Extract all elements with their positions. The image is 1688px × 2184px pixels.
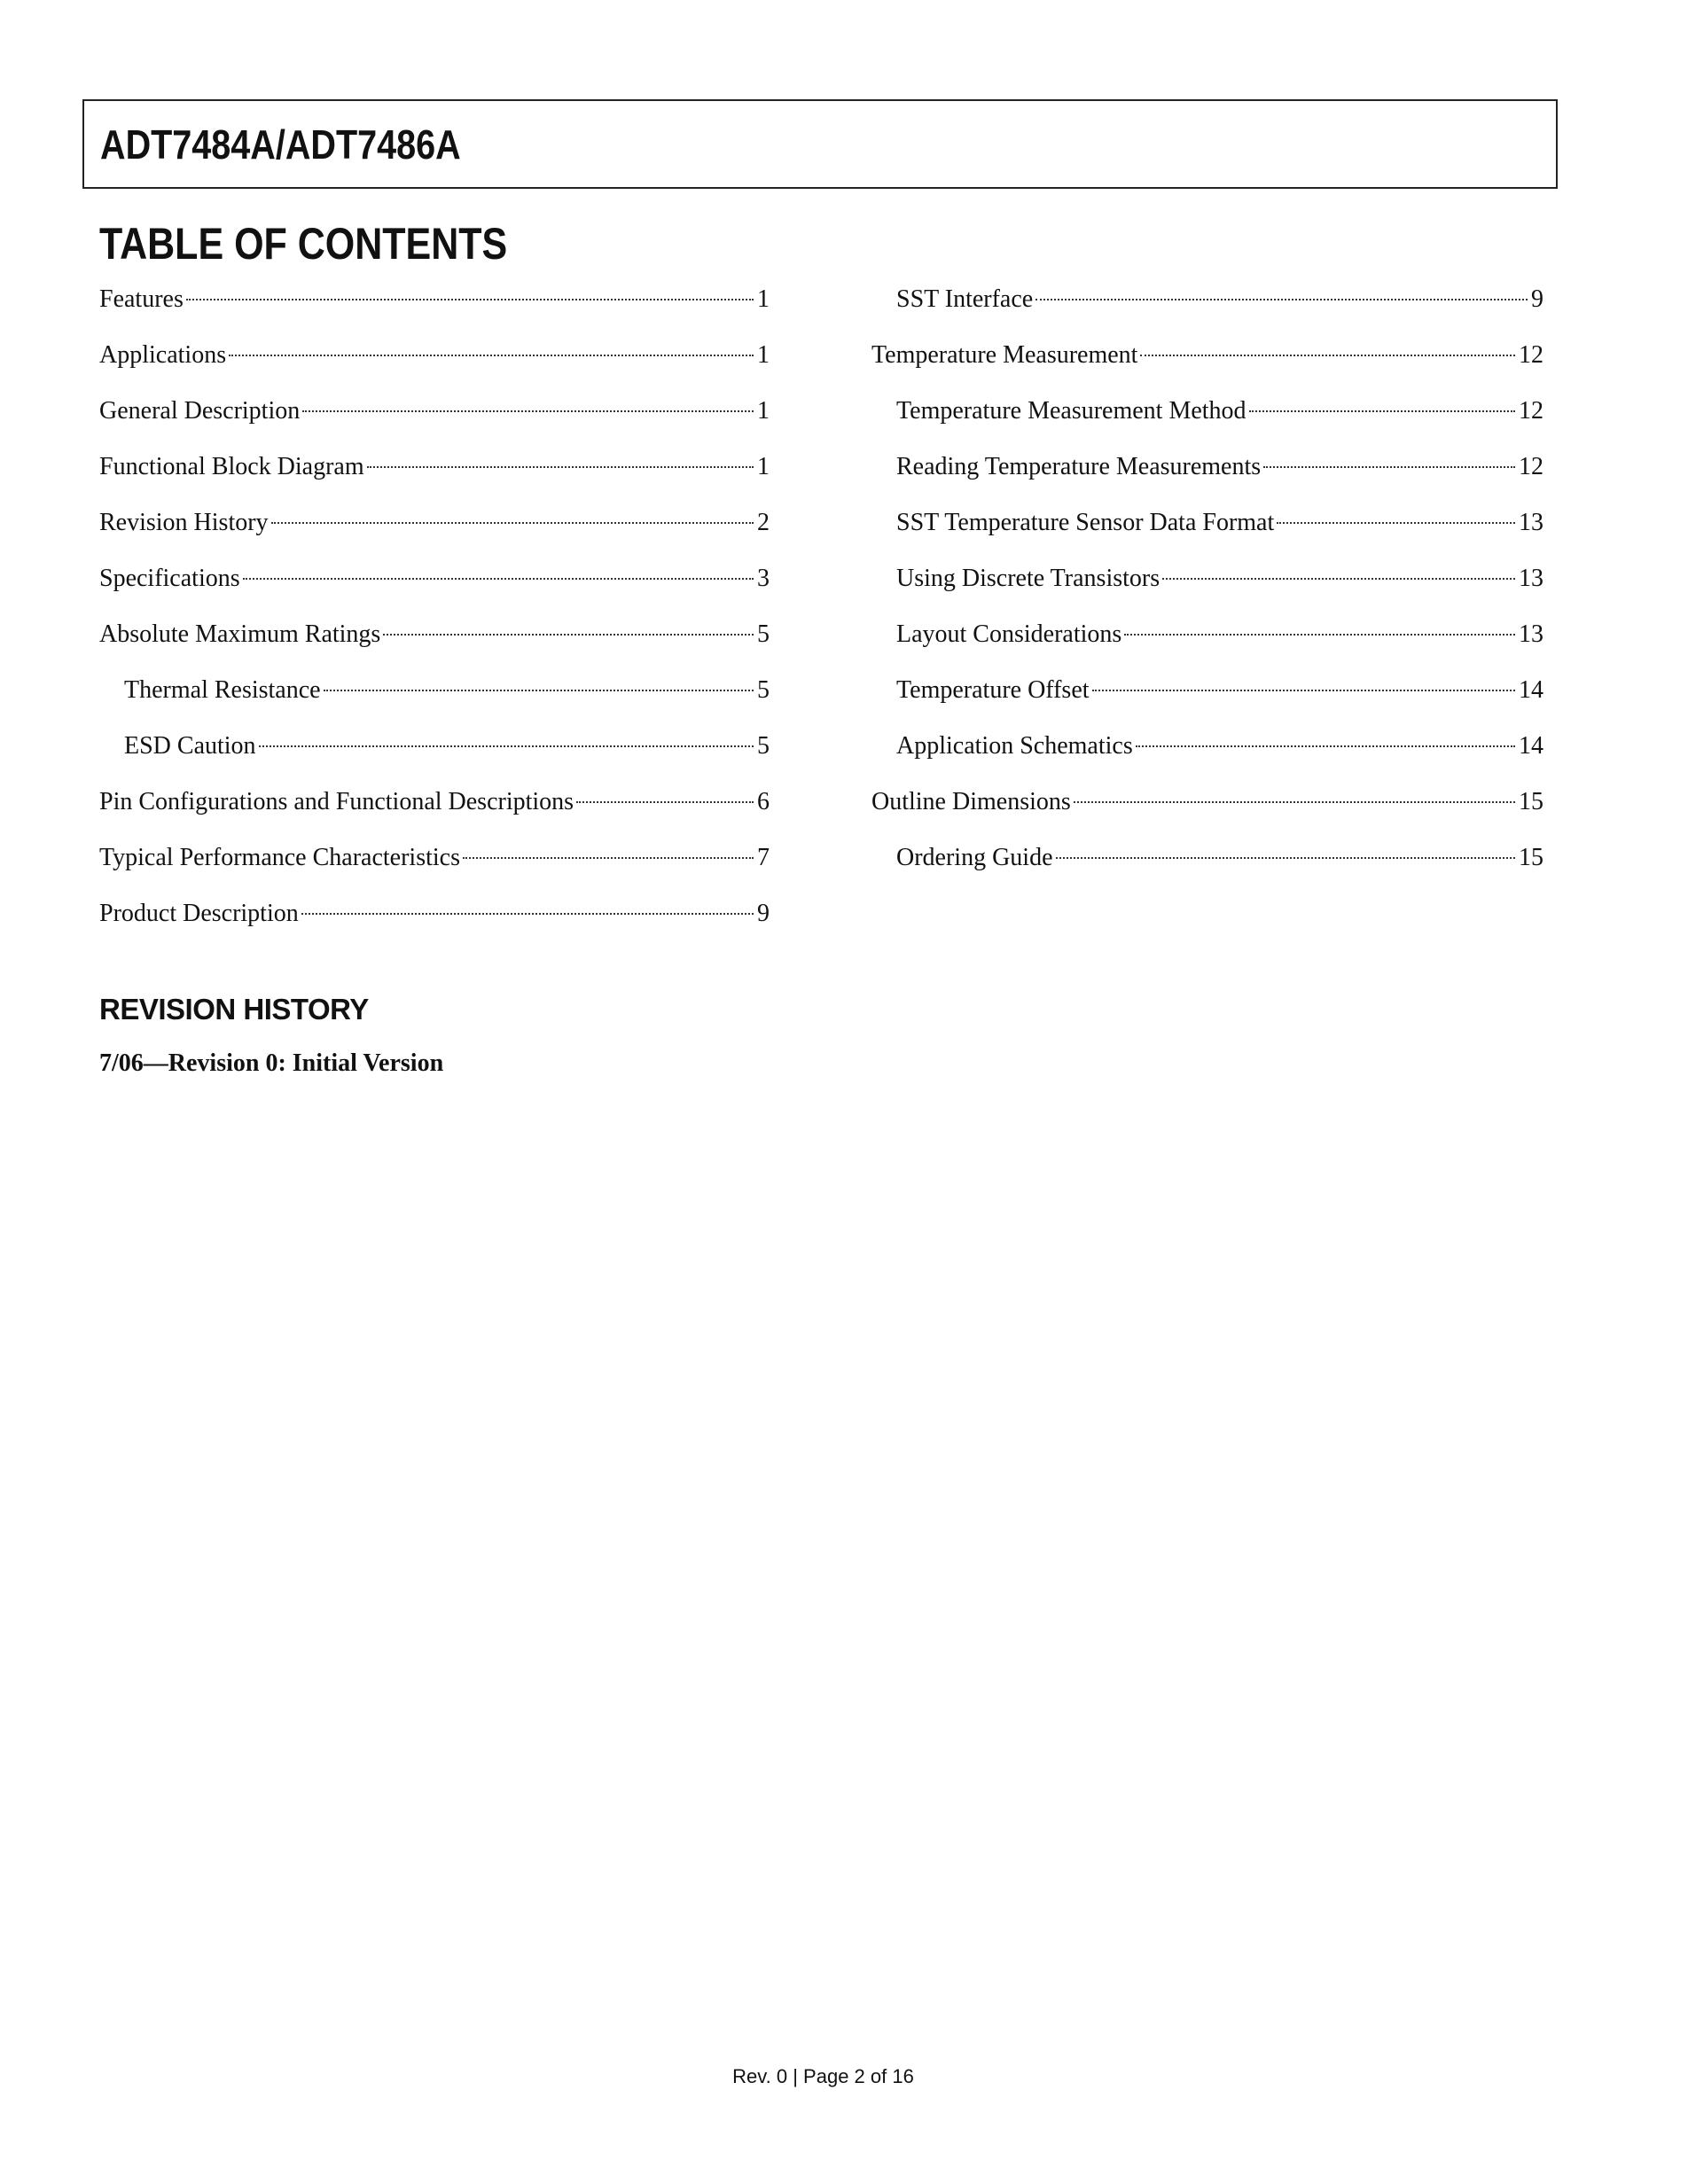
- toc-dot-leader: [1263, 466, 1515, 468]
- toc-entry[interactable]: [99, 282, 770, 338]
- toc-dot-leader: [1035, 299, 1528, 300]
- toc-entry-label: Specifications: [99, 565, 240, 592]
- toc-entry[interactable]: [99, 505, 770, 561]
- toc-dot-leader: [1249, 410, 1515, 412]
- toc-entry-page: 12: [1519, 341, 1543, 369]
- document-title: ADT7484A/ADT7486A: [100, 121, 461, 168]
- toc-entry-page: 1: [757, 453, 770, 480]
- toc-entry-label: Reading Temperature Measurements: [896, 453, 1262, 480]
- toc-dot-leader: [1162, 578, 1515, 580]
- toc-entry-page: 7: [757, 844, 770, 871]
- toc-entry[interactable]: [871, 449, 1543, 505]
- toc-entry-label: ESD Caution: [124, 732, 256, 760]
- toc-entry-label: Ordering Guide: [896, 844, 1053, 871]
- toc-entry-page: 5: [757, 732, 770, 760]
- toc-entry-label: Applications: [99, 341, 227, 369]
- toc-entry[interactable]: [871, 729, 1543, 784]
- toc-dot-leader: [1277, 522, 1515, 524]
- toc-entry[interactable]: [99, 338, 770, 394]
- toc-entry-label: Functional Block Diagram: [99, 453, 364, 480]
- toc-dot-leader: [229, 355, 754, 356]
- toc-entry-page: 13: [1519, 620, 1543, 648]
- toc-entry[interactable]: [871, 840, 1543, 896]
- toc-dot-leader: [1140, 355, 1515, 356]
- toc-dot-leader: [1074, 801, 1515, 803]
- toc-entry-label: Absolute Maximum Ratings: [99, 620, 381, 648]
- toc-dot-leader: [1056, 857, 1515, 859]
- toc-entry[interactable]: [871, 561, 1543, 617]
- toc-entry[interactable]: [871, 673, 1543, 729]
- toc-entry-page: 12: [1519, 453, 1543, 480]
- toc-entry[interactable]: [871, 282, 1543, 338]
- toc-heading: TABLE OF CONTENTS: [99, 219, 508, 269]
- toc-entry[interactable]: [871, 505, 1543, 561]
- toc-entry[interactable]: [871, 784, 1543, 840]
- toc-entry-page: 3: [757, 565, 770, 592]
- toc-entry-page: 13: [1519, 509, 1543, 536]
- toc-entry[interactable]: [99, 729, 770, 784]
- toc-dot-leader: [576, 801, 754, 803]
- toc-entry[interactable]: [99, 784, 770, 840]
- toc-dot-leader: [324, 690, 754, 691]
- toc-entry-page: 12: [1519, 397, 1543, 425]
- toc-dot-leader: [259, 745, 754, 747]
- toc-entry-page: 15: [1519, 788, 1543, 815]
- toc-entry-label: Temperature Measurement: [871, 341, 1138, 369]
- toc-dot-leader: [1092, 690, 1515, 691]
- toc-entry-label: Using Discrete Transistors: [896, 565, 1160, 592]
- toc-entry[interactable]: [99, 840, 770, 896]
- toc-entry-label: Application Schematics: [896, 732, 1133, 760]
- toc-entry-page: 1: [757, 341, 770, 369]
- toc-entry-page: 1: [757, 285, 770, 313]
- toc-right-column: [871, 282, 1543, 896]
- toc-left-column: [99, 282, 770, 952]
- toc-entry-page: 2: [757, 509, 770, 536]
- toc-entry[interactable]: [871, 617, 1543, 673]
- toc-entry-label: Thermal Resistance: [124, 676, 321, 704]
- toc-entry-page: 14: [1519, 676, 1543, 704]
- toc-dot-leader: [383, 634, 754, 636]
- toc-entry-label: Features: [99, 285, 184, 313]
- toc-entry-label: Product Description: [99, 900, 299, 927]
- toc-entry[interactable]: [99, 617, 770, 673]
- toc-entry-label: Temperature Offset: [896, 676, 1090, 704]
- toc-dot-leader: [301, 913, 754, 915]
- toc-entry-page: 15: [1519, 844, 1543, 871]
- toc-entry-page: 1: [757, 397, 770, 425]
- toc-entry[interactable]: [99, 896, 770, 952]
- toc-entry[interactable]: [99, 449, 770, 505]
- toc-entry-label: SST Temperature Sensor Data Format: [896, 509, 1275, 536]
- toc-entry-label: SST Interface: [896, 285, 1034, 313]
- toc-entry-page: 9: [757, 900, 770, 927]
- toc-dot-leader: [271, 522, 754, 524]
- toc-entry-label: General Description: [99, 397, 301, 425]
- toc-entry[interactable]: [99, 394, 770, 449]
- toc-dot-leader: [302, 410, 754, 412]
- toc-entry-label: Revision History: [99, 509, 269, 536]
- toc-entry-label: Typical Performance Characteristics: [99, 844, 460, 871]
- toc-entry[interactable]: [871, 394, 1543, 449]
- toc-dot-leader: [1136, 745, 1515, 747]
- toc-entry-page: 6: [757, 788, 770, 815]
- revision-history-heading: REVISION HISTORY: [99, 993, 369, 1026]
- toc-entry-page: 14: [1519, 732, 1543, 760]
- toc-entry-page: 5: [757, 676, 770, 704]
- toc-entry-page: 5: [757, 620, 770, 648]
- page-footer: Rev. 0 | Page 2 of 16: [732, 2065, 914, 2087]
- toc-entry-page: 13: [1519, 565, 1543, 592]
- toc-entry[interactable]: [99, 673, 770, 729]
- toc-dot-leader: [1124, 634, 1515, 636]
- toc-dot-leader: [186, 299, 754, 300]
- toc-dot-leader: [463, 857, 754, 859]
- toc-entry-label: Temperature Measurement Method: [896, 397, 1246, 425]
- page-header: [82, 99, 1558, 189]
- toc-dot-leader: [367, 466, 754, 468]
- toc-entry-label: Layout Considerations: [896, 620, 1122, 648]
- toc-entry-label: Outline Dimensions: [871, 788, 1071, 815]
- toc-entry[interactable]: [871, 338, 1543, 394]
- toc-entry[interactable]: [99, 561, 770, 617]
- revision-entry: 7/06—Revision 0: Initial Version: [99, 1049, 444, 1077]
- toc-entry-label: Pin Configurations and Functional Descriptions: [99, 788, 574, 815]
- toc-dot-leader: [243, 578, 754, 580]
- toc-entry-page: 9: [1531, 285, 1543, 313]
